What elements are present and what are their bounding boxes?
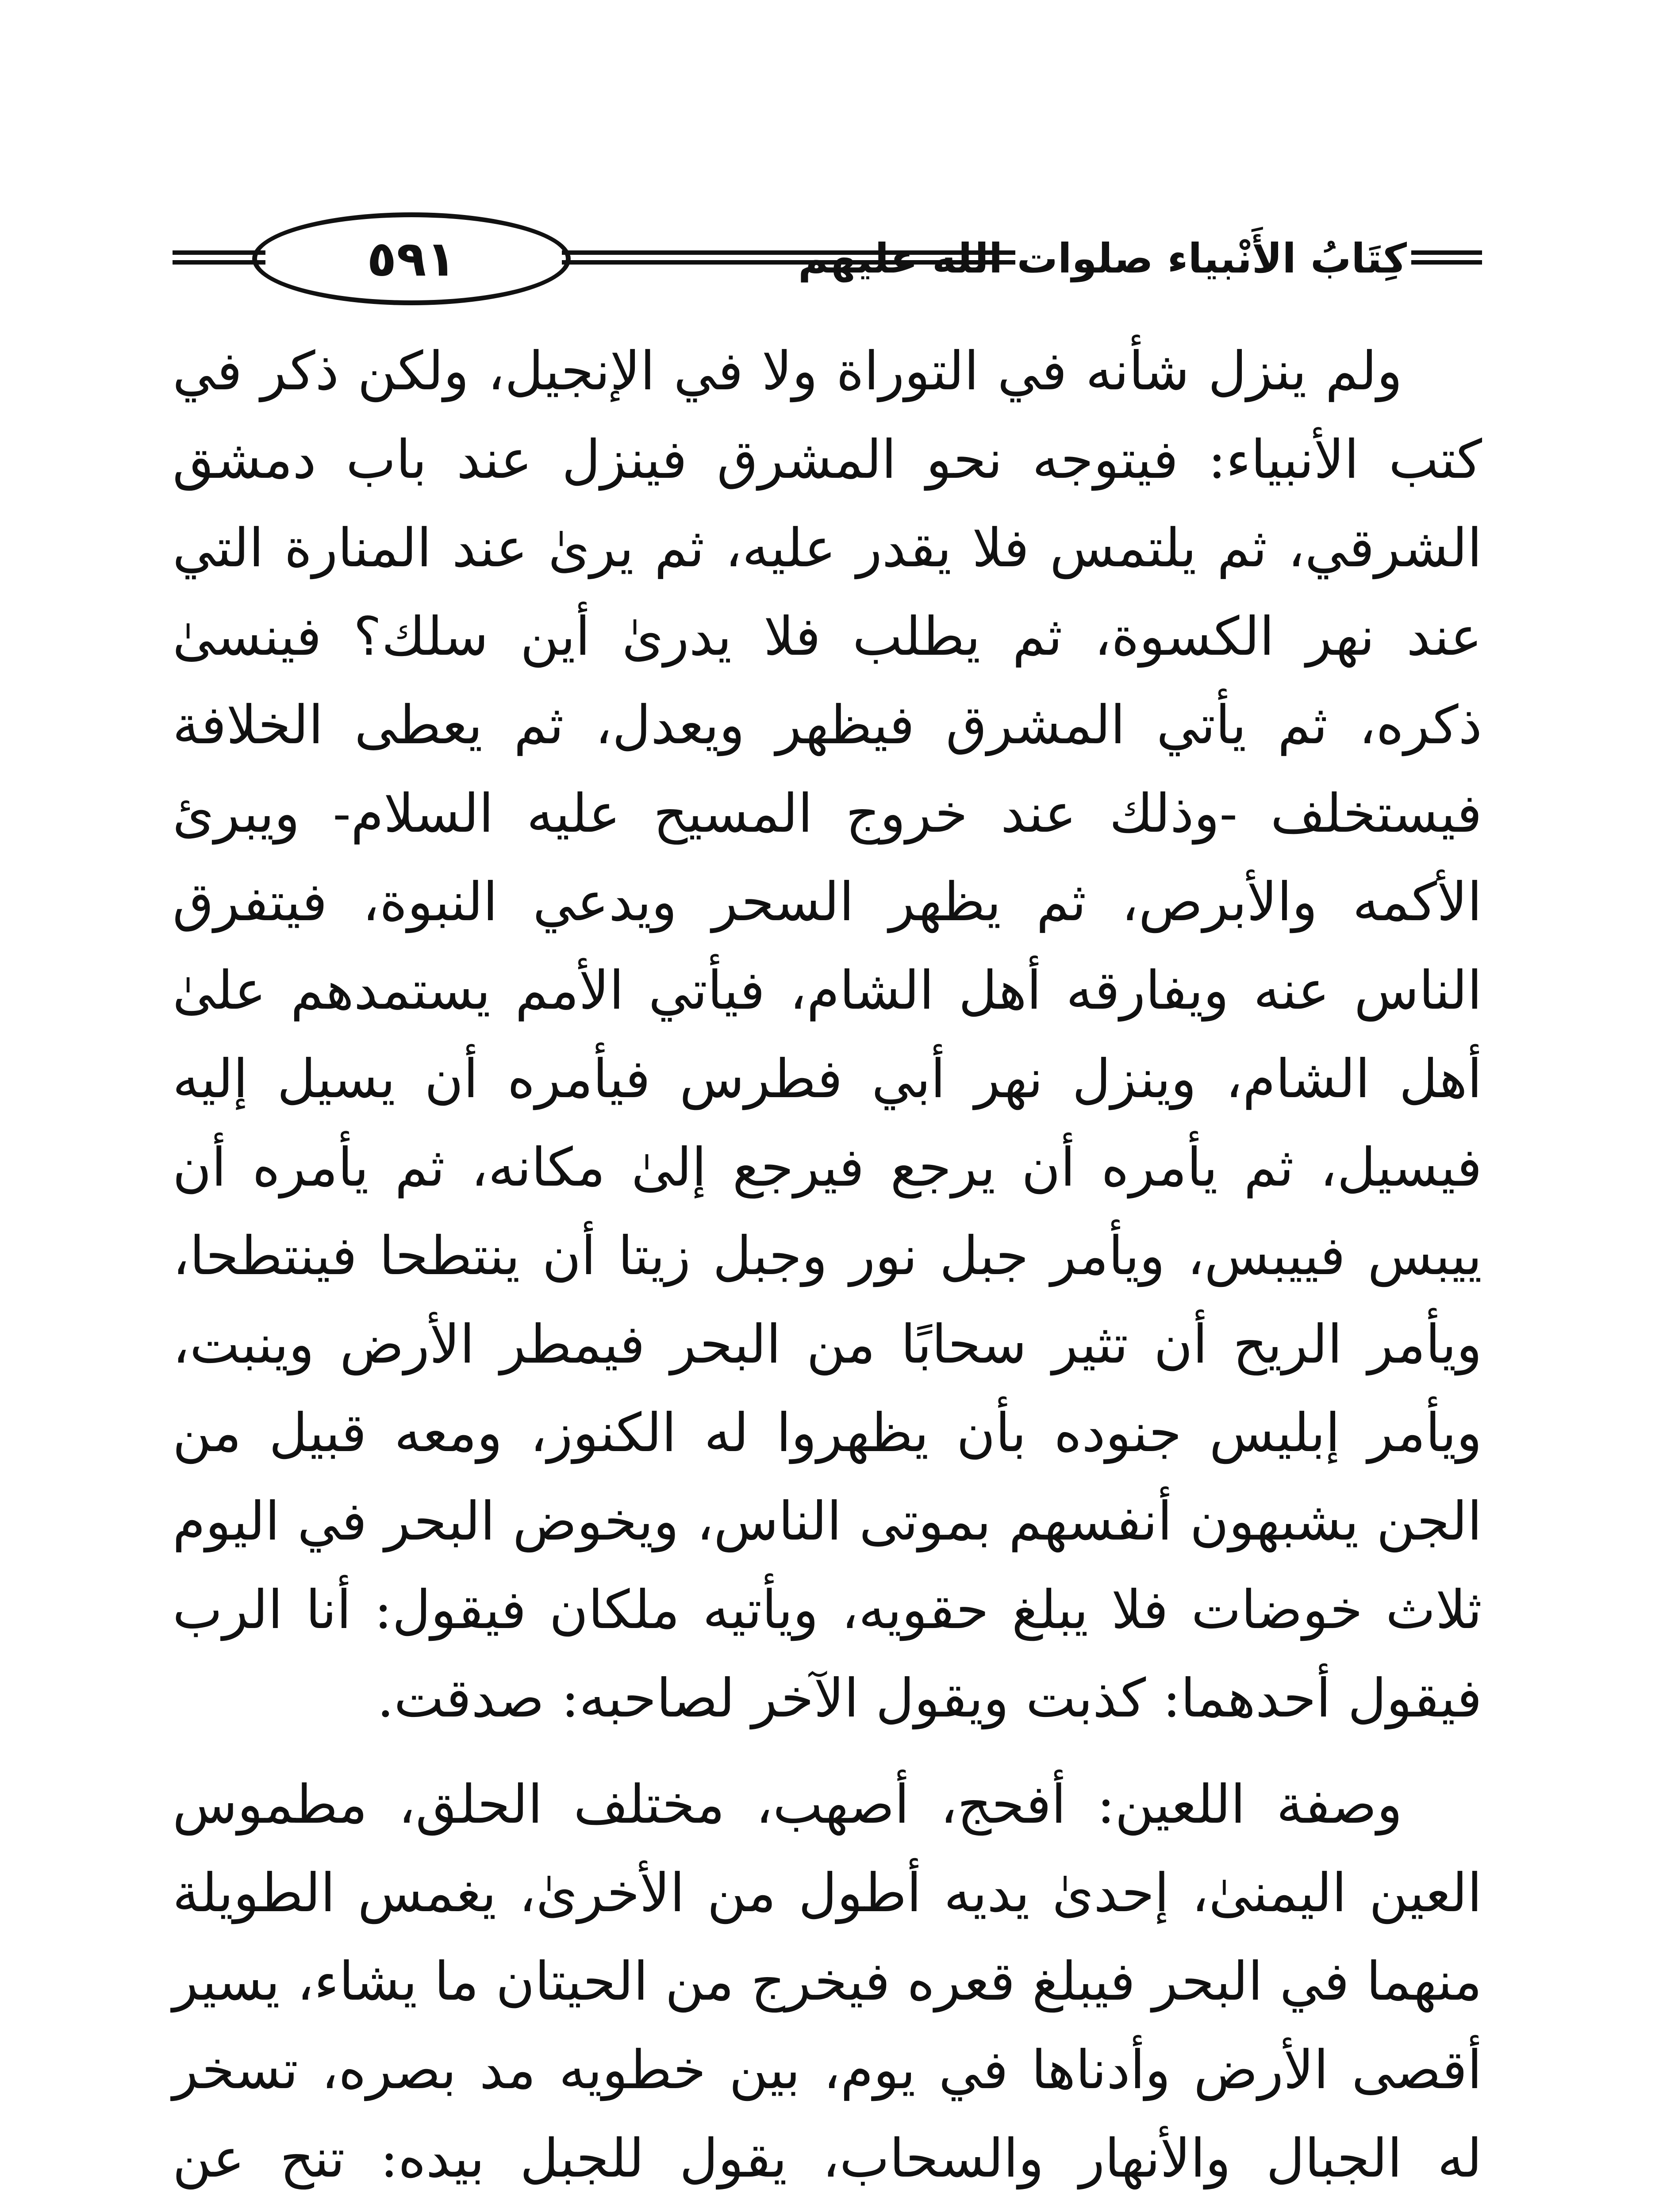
running-title: كِتَابُ الأَنْبياء صلوات الله عليهم	[798, 235, 1407, 282]
header-right-rule	[1411, 250, 1482, 265]
main-text	[173, 327, 1482, 2212]
paragraph-2-text: وصفة اللعين: أفحج، أصهب، مختلف الحلق، مطموس العين اليمنىٰ، إحدىٰ يديه أطول من الأخرىٰ، يغمس الطويلة منهما في البحر فيبلغ قعره فيخرج من الحيتان ما يشاء، يسير أقصى الأرض وأدناها في يوم، بين خطويه مد بصره، تسخر له الجبال والأنهار والسحاب، يقول للجبل بيده: تنح عن	[173, 1774, 1482, 2189]
paragraph-2	[173, 1761, 1482, 2212]
page-header	[173, 208, 1482, 319]
paragraph-1: ولم ينزل شأنه في التوراة ولا في الإنجيل، ولكن ذكر في كتب الأنبياء: فيتوجه نحو المشرق فينزل عند باب دمشق الشرقي، ثم يلتمس فلا يقدر عليه، ثم يرىٰ عند المنارة التي عند نهر الكسوة، ثم يطلب فلا يدرىٰ أين سلك؟ فينسىٰ ذكره، ثم يأتي المشرق فيظهر ويعدل، ثم يعطى الخلافة فيستخلف -وذلك عند خروج المسيح عليه السلام- ويبرئ الأكمه والأبرص، ثم يظهر السحر ويدعي النبوة، فيتفرق الناس عنه ويفارقه أهل الشام، فيأتي الأمم يستمدهم علىٰ أهل الشام، وينزل نهر أبي فطرس فيأمره أن يسيل إليه فيسيل، ثم يأمره أن يرجع فيرجع إلىٰ مكانه، ثم يأمره أن ييبس فييبس، ويأمر جبل نور وجبل زيتا أن ينتطحا فينتطحا، ويأمر الريح أن تثير سحابًا من البحر فيمطر الأرض وينبت، ويأمر إبليس جنوده بأن يظهروا له الكنوز، ومعه قبيل من الجن يشبهون أنفسهم بموتى الناس، ويخوض البحر في اليوم ثلاث خوضات فلا يبلغ حقويه، ويأتيه ملكان فيقول: أنا الرب فيقول أحدهما: كذبت ويقول الآخر لصاحبه: صدقت.	[173, 341, 1482, 1729]
header-left-rule	[173, 250, 265, 265]
page-number: ٥٩١	[252, 212, 571, 305]
